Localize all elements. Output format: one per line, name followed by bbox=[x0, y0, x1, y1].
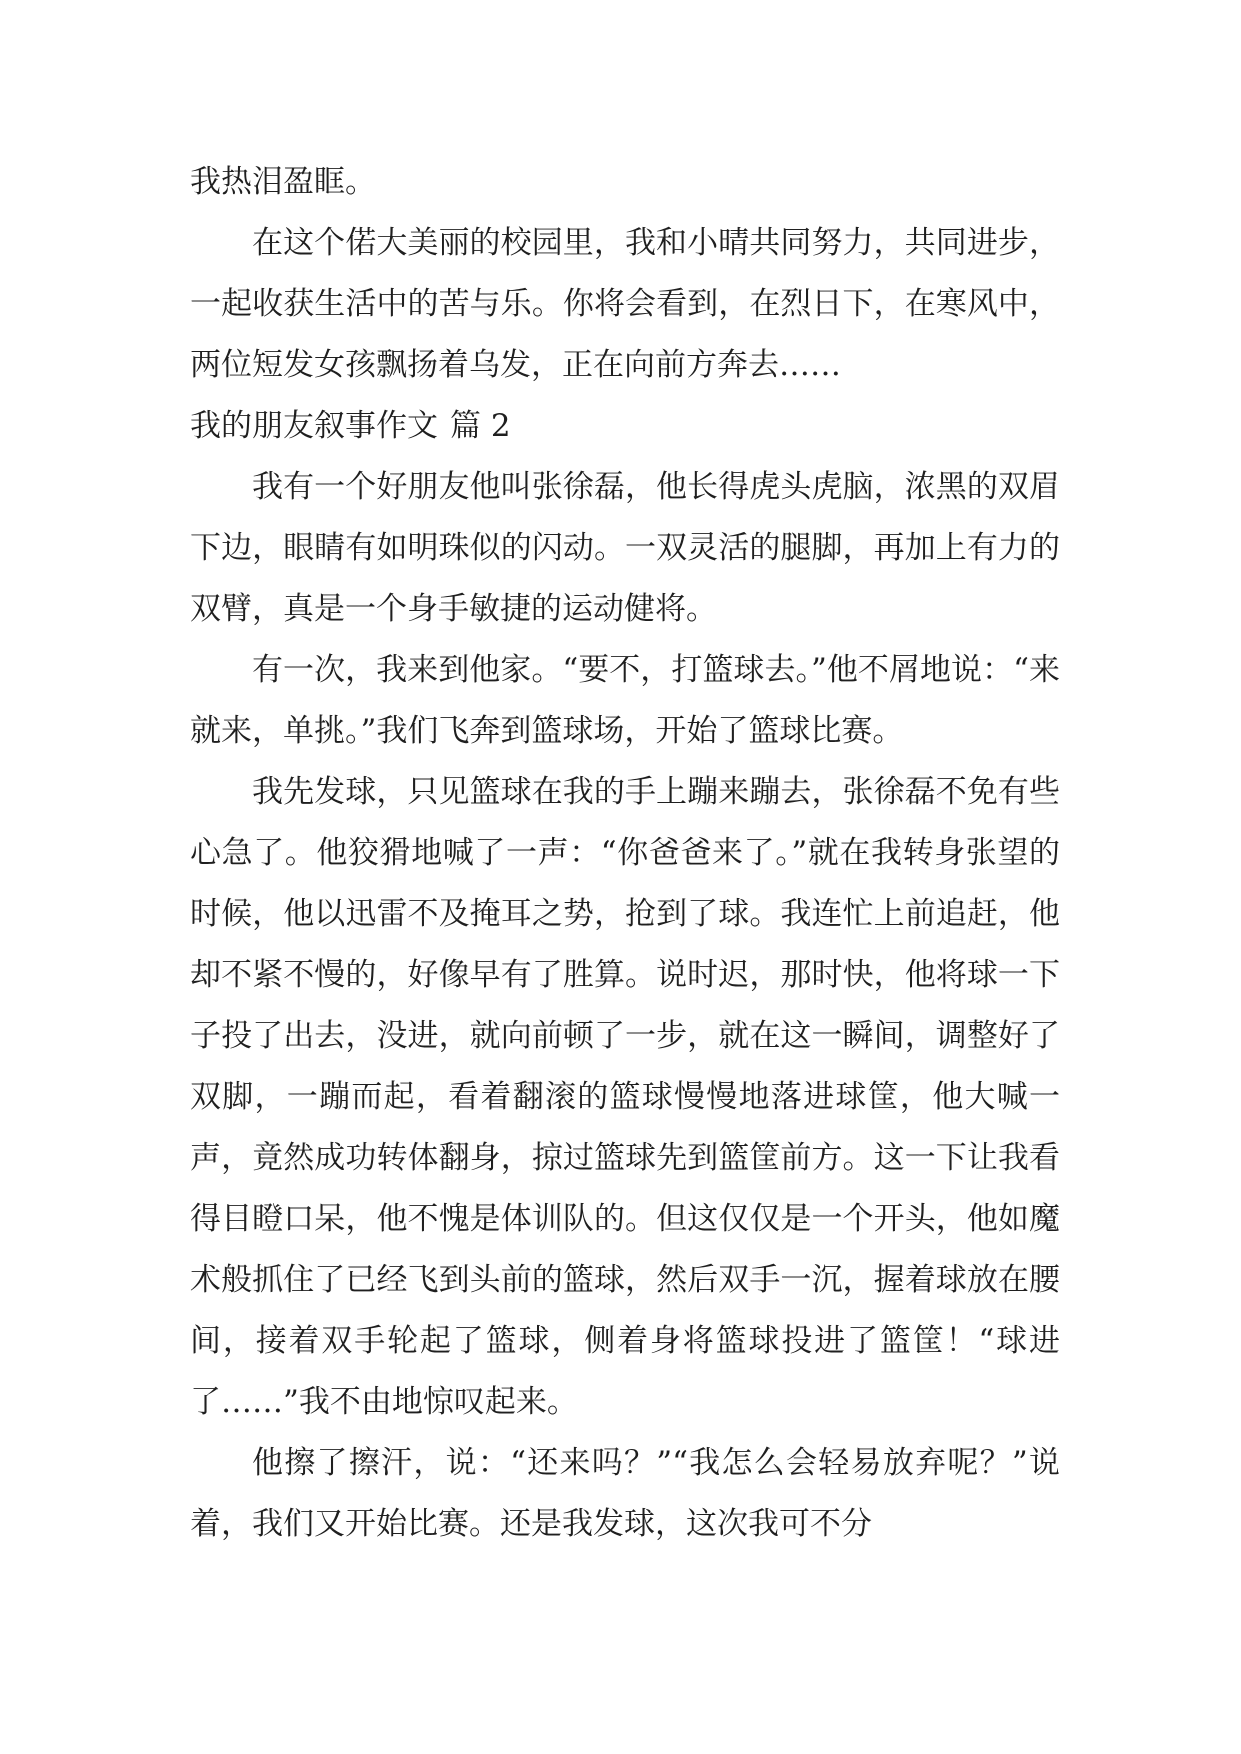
paragraph-2: 在这个偌大美丽的校园里，我和小晴共同努力，共同进步，一起收获生活中的苦与乐。你将会看到，在烈日下，在寒风中，两位短发女孩飘扬着乌发，正在向前方奔去…… bbox=[190, 225, 1060, 383]
heading-label: 篇 2 bbox=[450, 408, 511, 444]
paragraph-1: 我热泪盈眶。 bbox=[190, 164, 376, 200]
heading-title: 我的朋友叙事作文 bbox=[190, 408, 438, 444]
paragraph-6: 他擦了擦汗，说：“还来吗？”“我怎么会轻易放弃呢？”说着，我们又开始比赛。还是我发球，这次我可不分 bbox=[190, 1445, 1060, 1542]
document-body bbox=[190, 152, 1060, 1555]
paragraph-5: 我先发球，只见篮球在我的手上蹦来蹦去，张徐磊不免有些心急了。他狡猾地喊了一声：“你爸爸来了。”就在我转身张望的时候，他以迅雷不及掩耳之势，抢到了球。我连忙上前追赶，他却不紧不慢的，好像早有了胜算。说时迟，那时快，他将球一下子投了出去，没进，就向前顿了一步，就在这一瞬间，调整好了双脚，一蹦而起，看着翻滚的篮球慢慢地落进球筐，他大喊一声，竟然成功转体翻身，掠过篮球先到篮筐前方。这一下让我看得目瞪口呆，他不愧是体训队的。但这仅仅是一个开头，他如魔术般抓住了已经飞到头前的篮球，然后双手一沉，握着球放在腰间，接着双手轮起了篮球，侧着身将篮球投进了篮筐！“球进了……”我不由地惊叹起来。 bbox=[190, 774, 1060, 1420]
paragraph-3: 我有一个好朋友他叫张徐磊，他长得虎头虎脑，浓黑的双眉下边，眼睛有如明珠似的闪动。一双灵活的腿脚，再加上有力的双臂，真是一个身手敏捷的运动健将。 bbox=[190, 469, 1060, 627]
paragraph-4: 有一次，我来到他家。“要不，打篮球去。”他不屑地说：“来就来，单挑。”我们飞奔到篮球场，开始了篮球比赛。 bbox=[190, 652, 1060, 749]
section-heading bbox=[190, 396, 1060, 457]
